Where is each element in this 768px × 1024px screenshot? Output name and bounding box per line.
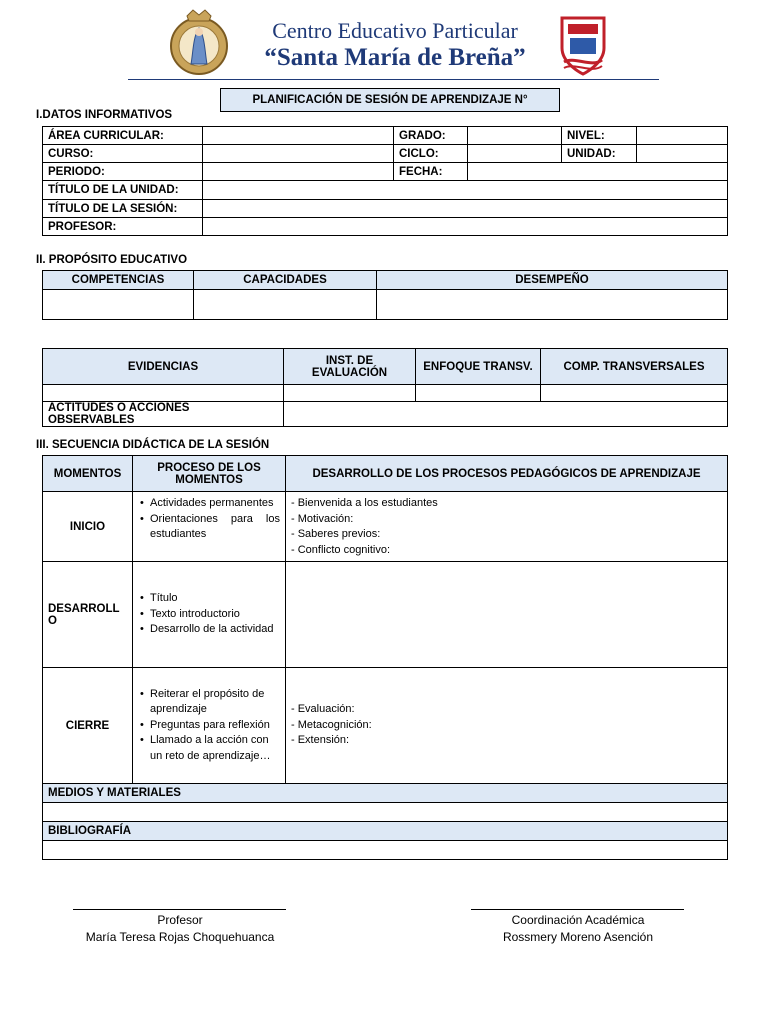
inicio-desarrollo-line: - Conflicto cognitivo:: [291, 543, 391, 556]
desarrollo-label: [43, 562, 133, 668]
periodo-field[interactable]: [203, 163, 394, 181]
inst-evaluacion-header: [284, 349, 416, 385]
nivel-field[interactable]: [637, 127, 728, 145]
profesor-field[interactable]: [203, 218, 728, 236]
cierre-proceso-item: • Llamado a la acción con un reto de aprendizaje…: [150, 733, 280, 764]
inst-evaluacion-line1: INST. DE: [325, 354, 374, 367]
left-crest-logo: [165, 6, 233, 78]
desempeno-field[interactable]: [377, 290, 728, 320]
cierre-proceso-item: • Reiterar el propósito de aprendizaje: [150, 687, 280, 718]
signature-right: [458, 912, 698, 946]
desarrollo-proceso-item: • Desarrollo de la actividad: [150, 622, 280, 638]
inicio-proceso-item: • Orientaciones para los estudiantes: [150, 512, 280, 543]
proceso-header-line1: PROCESO DE LOS: [157, 461, 261, 474]
cierre-proceso: [133, 668, 286, 784]
profesor-label: PROFESOR:: [43, 218, 203, 236]
area-field[interactable]: [203, 127, 394, 145]
desempeno-header: DESEMPEÑO: [377, 271, 728, 290]
fecha-label: FECHA:: [394, 163, 468, 181]
capacidades-header: CAPACIDADES: [194, 271, 377, 290]
curso-label: CURSO:: [43, 145, 203, 163]
inicio-desarrollo-line: - Saberes previos:: [291, 528, 381, 540]
header-divider: [128, 79, 659, 80]
enfoque-header: ENFOQUE TRANSV.: [416, 349, 541, 385]
right-shield-logo: [558, 12, 608, 78]
ciclo-label: CICLO:: [394, 145, 468, 163]
datos-informativos-table: [42, 126, 728, 236]
school-line1: Centro Educativo Particular: [272, 18, 518, 43]
unidad-label: UNIDAD:: [562, 145, 637, 163]
proceso-header: [133, 456, 286, 492]
section1-title: I.DATOS INFORMATIVOS: [36, 109, 173, 121]
desarrollo-label-line1: DESARROLL: [48, 602, 120, 615]
inicio-desarrollo[interactable]: [286, 492, 728, 562]
inicio-desarrollo-line: - Bienvenida a los estudiantes: [291, 497, 438, 509]
grado-label: GRADO:: [394, 127, 468, 145]
inicio-proceso-item: • Actividades permanentes: [150, 496, 280, 512]
periodo-label: PERIODO:: [43, 163, 203, 181]
signature-line-right: [471, 909, 684, 910]
desarrollo-procesos-header: DESARROLLO DE LOS PROCESOS PEDAGÓGICOS DE APRENDIZAJE: [286, 456, 728, 492]
comp-transversales-field[interactable]: [541, 385, 728, 402]
inicio-desarrollo-line: - Motivación:: [291, 512, 354, 525]
cierre-desarrollo-line: - Evaluación:: [291, 703, 355, 716]
proposito-table: [42, 270, 728, 320]
desarrollo-proceso-item: • Título: [150, 591, 280, 607]
desarrollo-field[interactable]: [286, 562, 728, 668]
cierre-proceso-item: • Preguntas para reflexión: [150, 718, 280, 734]
signature-left-name: María Teresa Rojas Choquehuanca: [85, 930, 275, 944]
cierre-desarrollo-line: - Extensión:: [291, 734, 350, 747]
cierre-label: CIERRE: [43, 668, 133, 784]
competencias-header: COMPETENCIAS: [43, 271, 194, 290]
ciclo-field[interactable]: [468, 145, 562, 163]
desarrollo-proceso: [133, 562, 286, 668]
titulo-unidad-label: TÍTULO DE LA UNIDAD:: [43, 181, 203, 200]
doc-title: PLANIFICACIÓN DE SESIÓN DE APRENDIZAJE N°: [220, 88, 560, 112]
inicio-label: INICIO: [43, 492, 133, 562]
titulo-sesion-field[interactable]: [203, 200, 728, 218]
unidad-field[interactable]: [637, 145, 728, 163]
proceso-header-line2: MOMENTOS: [175, 473, 243, 486]
secuencia-table: [42, 455, 728, 860]
enfoque-field[interactable]: [416, 385, 541, 402]
bibliografia-label: BIBLIOGRAFÍA: [43, 822, 728, 841]
desarrollo-proceso-item: • Texto introductorio: [150, 607, 280, 623]
titulo-unidad-field[interactable]: [203, 181, 728, 200]
section3-title: III. SECUENCIA DIDÁCTICA DE LA SESIÓN: [36, 439, 270, 451]
titulo-sesion-label: TÍTULO DE LA SESIÓN:: [43, 200, 203, 218]
school-name: “Santa María de Breña”: [264, 44, 526, 71]
signature-left: [60, 912, 300, 946]
cierre-desarrollo[interactable]: [286, 668, 728, 784]
inicio-proceso: [133, 492, 286, 562]
cierre-desarrollo-line: - Metacognición:: [291, 718, 372, 731]
bibliografia-field[interactable]: [43, 841, 728, 860]
actitudes-label: ACTITUDES O ACCIONES OBSERVABLES: [43, 402, 284, 427]
momentos-header: MOMENTOS: [43, 456, 133, 492]
inst-evaluacion-line2: EVALUACIÓN: [311, 366, 388, 379]
fecha-field[interactable]: [468, 163, 728, 181]
signature-left-role: Profesor: [157, 913, 203, 927]
area-label: ÁREA CURRICULAR:: [43, 127, 203, 145]
evidencias-header: EVIDENCIAS: [43, 349, 284, 385]
evidencias-table: [42, 348, 728, 427]
inst-evaluacion-field[interactable]: [284, 385, 416, 402]
actitudes-field[interactable]: [284, 402, 728, 427]
medios-label: MEDIOS Y MATERIALES: [43, 784, 728, 803]
competencias-field[interactable]: [43, 290, 194, 320]
signature-right-name: Rossmery Moreno Asención: [502, 930, 654, 944]
evidencias-field[interactable]: [43, 385, 284, 402]
comp-transversales-header: COMP. TRANSVERSALES: [541, 349, 728, 385]
nivel-label: NIVEL:: [562, 127, 637, 145]
medios-field[interactable]: [43, 803, 728, 822]
signature-right-role: Coordinación Académica: [511, 913, 645, 927]
signature-line-left: [73, 909, 286, 910]
section2-title: II. PROPÓSITO EDUCATIVO: [36, 254, 188, 266]
grado-field[interactable]: [468, 127, 562, 145]
curso-field[interactable]: [203, 145, 394, 163]
capacidades-field[interactable]: [194, 290, 377, 320]
desarrollo-label-line2: O: [48, 614, 57, 627]
